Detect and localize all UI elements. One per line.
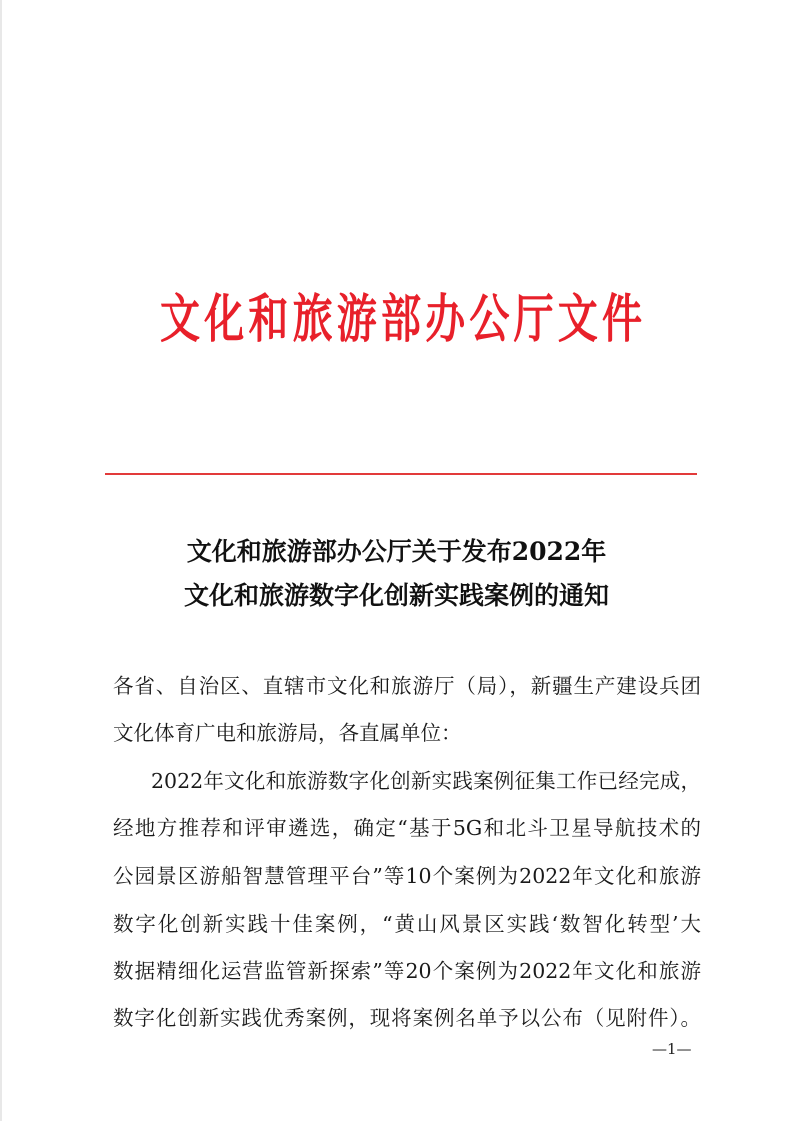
- notice-title-line-2: 文化和旅游数字化创新实践案例的通知: [183, 581, 609, 610]
- body-line: 各省、自治区、直辖市文化和旅游厅（局），新疆生产建设兵团: [113, 674, 701, 698]
- body-line: 数字化创新实践十佳案例，“黄山风景区实践‘数智化转型’大: [113, 912, 701, 936]
- body-line: 文化体育广电和旅游局，各直属单位：: [113, 721, 462, 745]
- body-line: 公园景区游船智慧管理平台”等10个案例为2022年文化和旅游: [113, 864, 701, 888]
- page-number: —1—: [652, 1040, 692, 1058]
- body-line: 经地方推荐和评审遴选，确定“基于5G和北斗卫星导航技术的: [113, 816, 701, 840]
- body-line: 数字化创新实践优秀案例，现将案例名单予以公布（见附件）。: [113, 1006, 701, 1030]
- notice-title-line-1: 文化和旅游部办公厅关于发布2022年: [186, 537, 607, 566]
- red-divider: [105, 473, 697, 475]
- body-line: 数据精细化运营监管新探索”等20个案例为2022年文化和旅游: [113, 959, 701, 983]
- body-line: 2022年文化和旅游数字化创新实践案例征集工作已经完成，: [151, 769, 701, 793]
- document-header: 文化和旅游部办公厅文件: [160, 288, 642, 350]
